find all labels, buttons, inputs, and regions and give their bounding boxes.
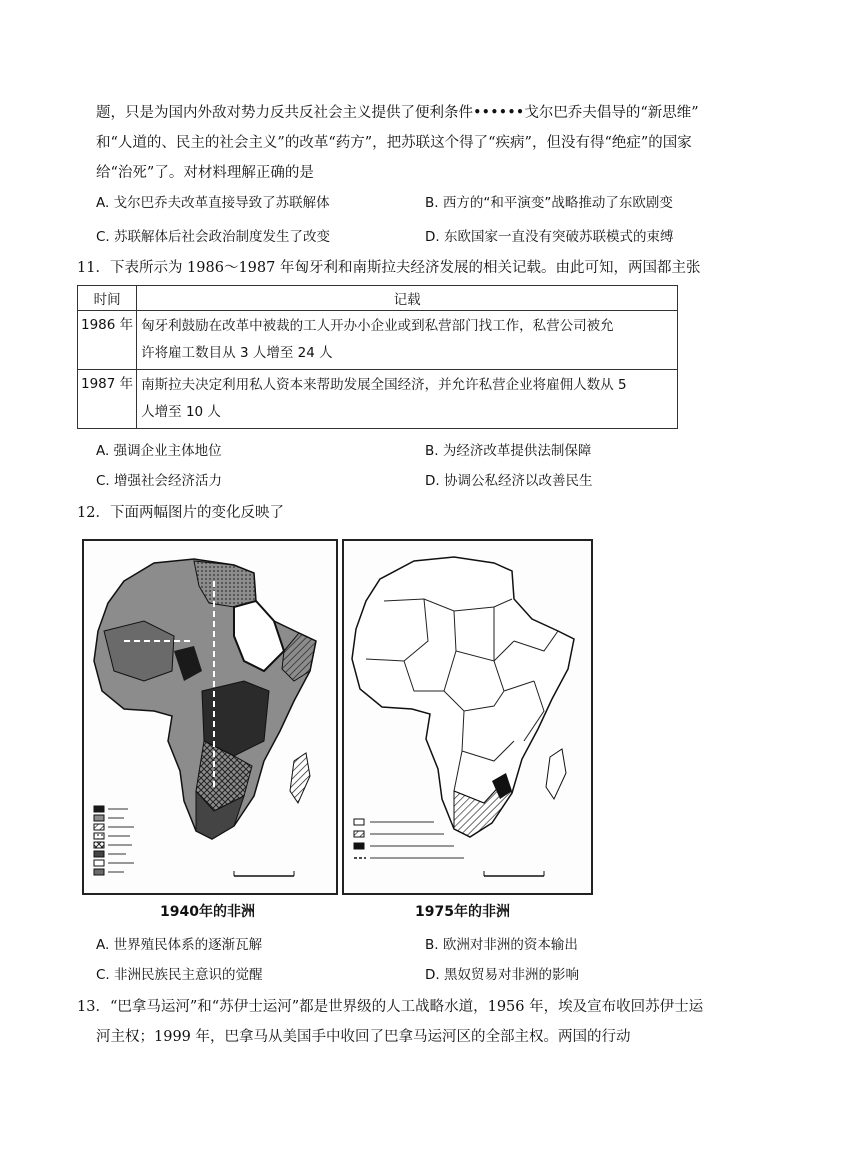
q10-text-line-3: 给“治死”了。对材料理解正确的是 <box>96 165 314 181</box>
map-africa-1975 <box>342 539 593 895</box>
q12-stem: 12．下面两幅图片的变化反映了 <box>77 505 284 521</box>
table-row <box>78 311 678 370</box>
record-line: 匈牙利鼓励在改革中被裁的工人开办小企业或到私营部门找工作，私营公司被允 <box>141 318 614 334</box>
q12-option-b: B. 欧洲对非洲的资本输出 <box>425 937 578 953</box>
record-line: 人增至 10 人 <box>141 404 221 420</box>
q11-option-a: A. 强调企业主体地位 <box>96 443 222 459</box>
q13-text-line-2: 河主权；1999 年，巴拿马从美国手中收回了巴拿马运河区的全部主权。两国的行动 <box>96 1029 631 1045</box>
q10-option-b: B. 西方的“和平演变”战略推动了东欧剧变 <box>425 195 673 211</box>
q12-option-d: D. 黑奴贸易对非洲的影响 <box>425 967 579 983</box>
africa-1975-graphic <box>344 541 591 893</box>
q12-option-c: C. 非洲民族民主意识的觉醒 <box>96 967 263 983</box>
q12-option-a: A. 世界殖民体系的逐渐瓦解 <box>96 937 263 953</box>
map-africa-1940 <box>82 539 338 895</box>
table-header-record: 记载 <box>137 286 678 311</box>
q10-option-c: C. 苏联解体后社会政治制度发生了改变 <box>96 229 331 245</box>
q10-option-a: A. 戈尔巴乔夫改革直接导致了苏联解体 <box>96 195 330 211</box>
q10-option-d: D. 东欧国家一直没有突破苏联模式的束缚 <box>425 229 674 245</box>
map-1975-title: 1975年的非洲 <box>415 904 510 920</box>
q11-stem: 11．下表所示为 1986～1987 年匈牙利和南斯拉夫经济发展的相关记载。由此可知，两国都主张 <box>77 260 701 276</box>
table-row <box>78 370 678 429</box>
record-line: 许将雇工数目从 3 人增至 24 人 <box>141 345 333 361</box>
q11-option-d: D. 协调公私经济以改善民生 <box>425 473 593 489</box>
table-cell-year: 1987 年 <box>78 370 137 429</box>
table-header-time: 时间 <box>78 286 137 311</box>
map-1940-title: 1940年的非洲 <box>160 904 255 920</box>
q13-text-line-1: 13．“巴拿马运河”和“苏伊士运河”都是世界级的人工战略水道，1956 年，埃及宣布收回苏伊士运 <box>77 999 704 1015</box>
table-cell-record <box>137 311 678 370</box>
table-cell-year: 1986 年 <box>78 311 137 370</box>
table-header-row <box>78 286 678 311</box>
q10-text-line-2: 和“人道的、民主的社会主义”的改革“药方”，把苏联这个得了“疾病”，但没有得“绝症”的国家 <box>96 135 692 151</box>
q10-text-line-1: 题，只是为国内外敌对势力反共反社会主义提供了便利条件••••••戈尔巴乔夫倡导的“新思维” <box>96 105 699 121</box>
africa-1940-graphic <box>84 541 336 893</box>
record-line: 南斯拉夫决定利用私人资本来帮助发展全国经济，并允许私营企业将雇佣人数从 5 <box>141 377 627 393</box>
q11-option-c: C. 增强社会经济活力 <box>96 473 223 489</box>
q11-option-b: B. 为经济改革提供法制保障 <box>425 443 592 459</box>
table-cell-record <box>137 370 678 429</box>
q11-record-table <box>77 285 678 429</box>
